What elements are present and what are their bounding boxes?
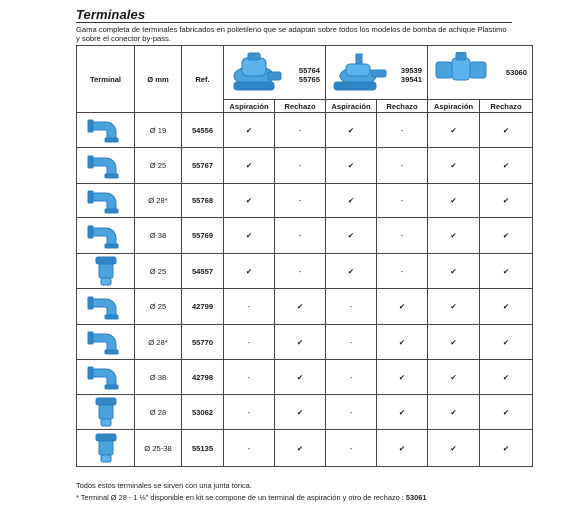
terminal-image-cell <box>77 148 135 184</box>
compatible-check-icon: ✔ <box>224 218 275 254</box>
pump-long-icon <box>330 52 388 96</box>
terminals-table <box>76 45 533 467</box>
compatible-check-icon: ✔ <box>326 113 377 148</box>
not-compatible-mark: - <box>275 148 326 184</box>
not-compatible-mark: - <box>275 218 326 254</box>
product-2-ref-b: 39541 <box>400 75 422 84</box>
diameter-cell: Ø 38 <box>135 360 182 395</box>
not-compatible-mark: - <box>275 254 326 289</box>
terminal-image-cell <box>77 113 135 148</box>
compatible-check-icon: ✔ <box>326 148 377 184</box>
subheader-aspiracion-1: Aspiración <box>224 100 275 113</box>
table-row <box>77 430 533 467</box>
terminal-image-cell <box>77 325 135 360</box>
compatible-check-icon: ✔ <box>480 254 533 289</box>
product-header-3 <box>428 46 533 100</box>
compatible-check-icon: ✔ <box>428 395 480 430</box>
compatible-check-icon: ✔ <box>480 395 533 430</box>
compatible-check-icon: ✔ <box>428 325 480 360</box>
compatible-check-icon: ✔ <box>428 113 480 148</box>
not-compatible-mark: - <box>377 254 428 289</box>
compatible-check-icon: ✔ <box>326 184 377 218</box>
diameter-cell: Ø 25-38 <box>135 430 182 467</box>
not-compatible-mark: - <box>275 113 326 148</box>
product-3-ref-a: 53060 <box>505 68 527 77</box>
subheader-aspiracion-3: Aspiración <box>428 100 480 113</box>
not-compatible-mark: - <box>326 395 377 430</box>
compatible-check-icon: ✔ <box>480 325 533 360</box>
elbow-terminal-icon <box>77 222 134 250</box>
footnote-kit-text: * Terminal Ø 28 - 1 ⅛" disponible en kit se compone de un terminal de aspiración y otro de rechazo : <box>76 493 406 502</box>
subheader-rechazo-3: Rechazo <box>480 100 533 113</box>
terminal-image-cell <box>77 254 135 289</box>
product-1-ref-a: 55764 <box>298 66 320 75</box>
terminal-image-cell <box>77 184 135 218</box>
table-row <box>77 395 533 430</box>
not-compatible-mark: - <box>224 325 275 360</box>
ref-cell: 54556 <box>182 113 224 148</box>
diameter-cell: Ø 28* <box>135 184 182 218</box>
diameter-cell: Ø 25 <box>135 289 182 325</box>
elbow-terminal-icon <box>77 293 134 321</box>
ref-cell: 42798 <box>182 360 224 395</box>
bypass-connector-icon <box>432 52 490 88</box>
footnote-junta: Todos estos terminales se sirven con una junta torica. <box>76 481 252 490</box>
page-title: Terminales <box>76 7 146 22</box>
elbow-terminal-icon <box>77 152 134 180</box>
terminal-image-cell <box>77 218 135 254</box>
elbow-terminal-icon <box>77 116 134 144</box>
ref-cell: 54557 <box>182 254 224 289</box>
compatible-check-icon: ✔ <box>377 395 428 430</box>
compatible-check-icon: ✔ <box>428 148 480 184</box>
elbow-terminal-icon <box>77 328 134 356</box>
intro-line-1: Gama completa de terminales fabricados en polietileno que se adaptan sobre todos los modelos de bomba de achique Plastimo <box>76 25 507 34</box>
terminal-image-cell <box>77 289 135 325</box>
compatible-check-icon: ✔ <box>275 395 326 430</box>
compatible-check-icon: ✔ <box>428 218 480 254</box>
header-diameter: Ø mm <box>135 46 182 113</box>
not-compatible-mark: - <box>224 289 275 325</box>
ref-cell: 55767 <box>182 148 224 184</box>
intro-text <box>76 25 516 43</box>
diameter-cell: Ø 25 <box>135 148 182 184</box>
table-row <box>77 148 533 184</box>
compatible-check-icon: ✔ <box>428 254 480 289</box>
diameter-cell: Ø 28* <box>135 325 182 360</box>
table-row <box>77 184 533 218</box>
compatible-check-icon: ✔ <box>326 254 377 289</box>
ref-cell: 55770 <box>182 325 224 360</box>
product-1-ref-b: 55765 <box>298 75 320 84</box>
ref-cell: 55135 <box>182 430 224 467</box>
subheader-rechazo-2: Rechazo <box>377 100 428 113</box>
not-compatible-mark: - <box>326 325 377 360</box>
table-row <box>77 325 533 360</box>
elbow-terminal-icon <box>77 363 134 391</box>
title-divider <box>76 22 512 23</box>
not-compatible-mark: - <box>326 289 377 325</box>
table-row <box>77 289 533 325</box>
compatible-check-icon: ✔ <box>326 218 377 254</box>
compatible-check-icon: ✔ <box>275 430 326 467</box>
header-terminal: Terminal <box>77 46 135 113</box>
header-ref: Ref. <box>182 46 224 113</box>
header-row <box>77 46 533 100</box>
not-compatible-mark: - <box>377 218 428 254</box>
compatible-check-icon: ✔ <box>428 430 480 467</box>
product-header-1 <box>224 46 326 100</box>
subheader-aspiracion-2: Aspiración <box>326 100 377 113</box>
not-compatible-mark: - <box>377 148 428 184</box>
compatible-check-icon: ✔ <box>428 289 480 325</box>
compatible-check-icon: ✔ <box>480 430 533 467</box>
terminal-image-cell <box>77 360 135 395</box>
pump-body-icon <box>228 52 284 94</box>
ref-cell: 55769 <box>182 218 224 254</box>
diameter-cell: Ø 38 <box>135 218 182 254</box>
not-compatible-mark: - <box>326 430 377 467</box>
compatible-check-icon: ✔ <box>480 218 533 254</box>
terminal-image-cell <box>77 395 135 430</box>
compatible-check-icon: ✔ <box>480 113 533 148</box>
compatible-check-icon: ✔ <box>480 289 533 325</box>
straight-terminal-icon <box>77 433 134 463</box>
compatible-check-icon: ✔ <box>480 360 533 395</box>
compatible-check-icon: ✔ <box>275 360 326 395</box>
diameter-cell: Ø 25 <box>135 254 182 289</box>
not-compatible-mark: - <box>224 430 275 467</box>
not-compatible-mark: - <box>377 113 428 148</box>
ref-cell: 42799 <box>182 289 224 325</box>
compatible-check-icon: ✔ <box>275 325 326 360</box>
ref-cell: 55768 <box>182 184 224 218</box>
compatible-check-icon: ✔ <box>224 148 275 184</box>
compatible-check-icon: ✔ <box>224 254 275 289</box>
product-header-2 <box>326 46 428 100</box>
compatible-check-icon: ✔ <box>428 360 480 395</box>
elbow-terminal-icon <box>77 187 134 215</box>
diameter-cell: Ø 28 <box>135 395 182 430</box>
compatible-check-icon: ✔ <box>377 289 428 325</box>
straight-terminal-icon <box>77 397 134 427</box>
subheader-rechazo-1: Rechazo <box>275 100 326 113</box>
compatible-check-icon: ✔ <box>224 184 275 218</box>
straight-terminal-icon <box>77 256 134 286</box>
compatible-check-icon: ✔ <box>480 148 533 184</box>
not-compatible-mark: - <box>275 184 326 218</box>
table-body <box>77 113 533 467</box>
compatible-check-icon: ✔ <box>275 289 326 325</box>
table-row <box>77 218 533 254</box>
footnote-kit-ref: 53061 <box>405 493 427 502</box>
not-compatible-mark: - <box>326 360 377 395</box>
compatible-check-icon: ✔ <box>377 360 428 395</box>
not-compatible-mark: - <box>377 184 428 218</box>
table-row <box>77 113 533 148</box>
product-2-ref-a: 39539 <box>400 66 422 75</box>
terminal-image-cell <box>77 430 135 467</box>
compatible-check-icon: ✔ <box>377 430 428 467</box>
compatible-check-icon: ✔ <box>377 325 428 360</box>
not-compatible-mark: - <box>224 360 275 395</box>
intro-line-2: y sobre el conector by-pass. <box>76 34 171 43</box>
compatible-check-icon: ✔ <box>428 184 480 218</box>
ref-cell: 53062 <box>182 395 224 430</box>
table-row <box>77 254 533 289</box>
footnote-kit <box>76 493 426 502</box>
compatible-check-icon: ✔ <box>224 113 275 148</box>
table-row <box>77 360 533 395</box>
not-compatible-mark: - <box>224 395 275 430</box>
compatible-check-icon: ✔ <box>480 184 533 218</box>
diameter-cell: Ø 19 <box>135 113 182 148</box>
